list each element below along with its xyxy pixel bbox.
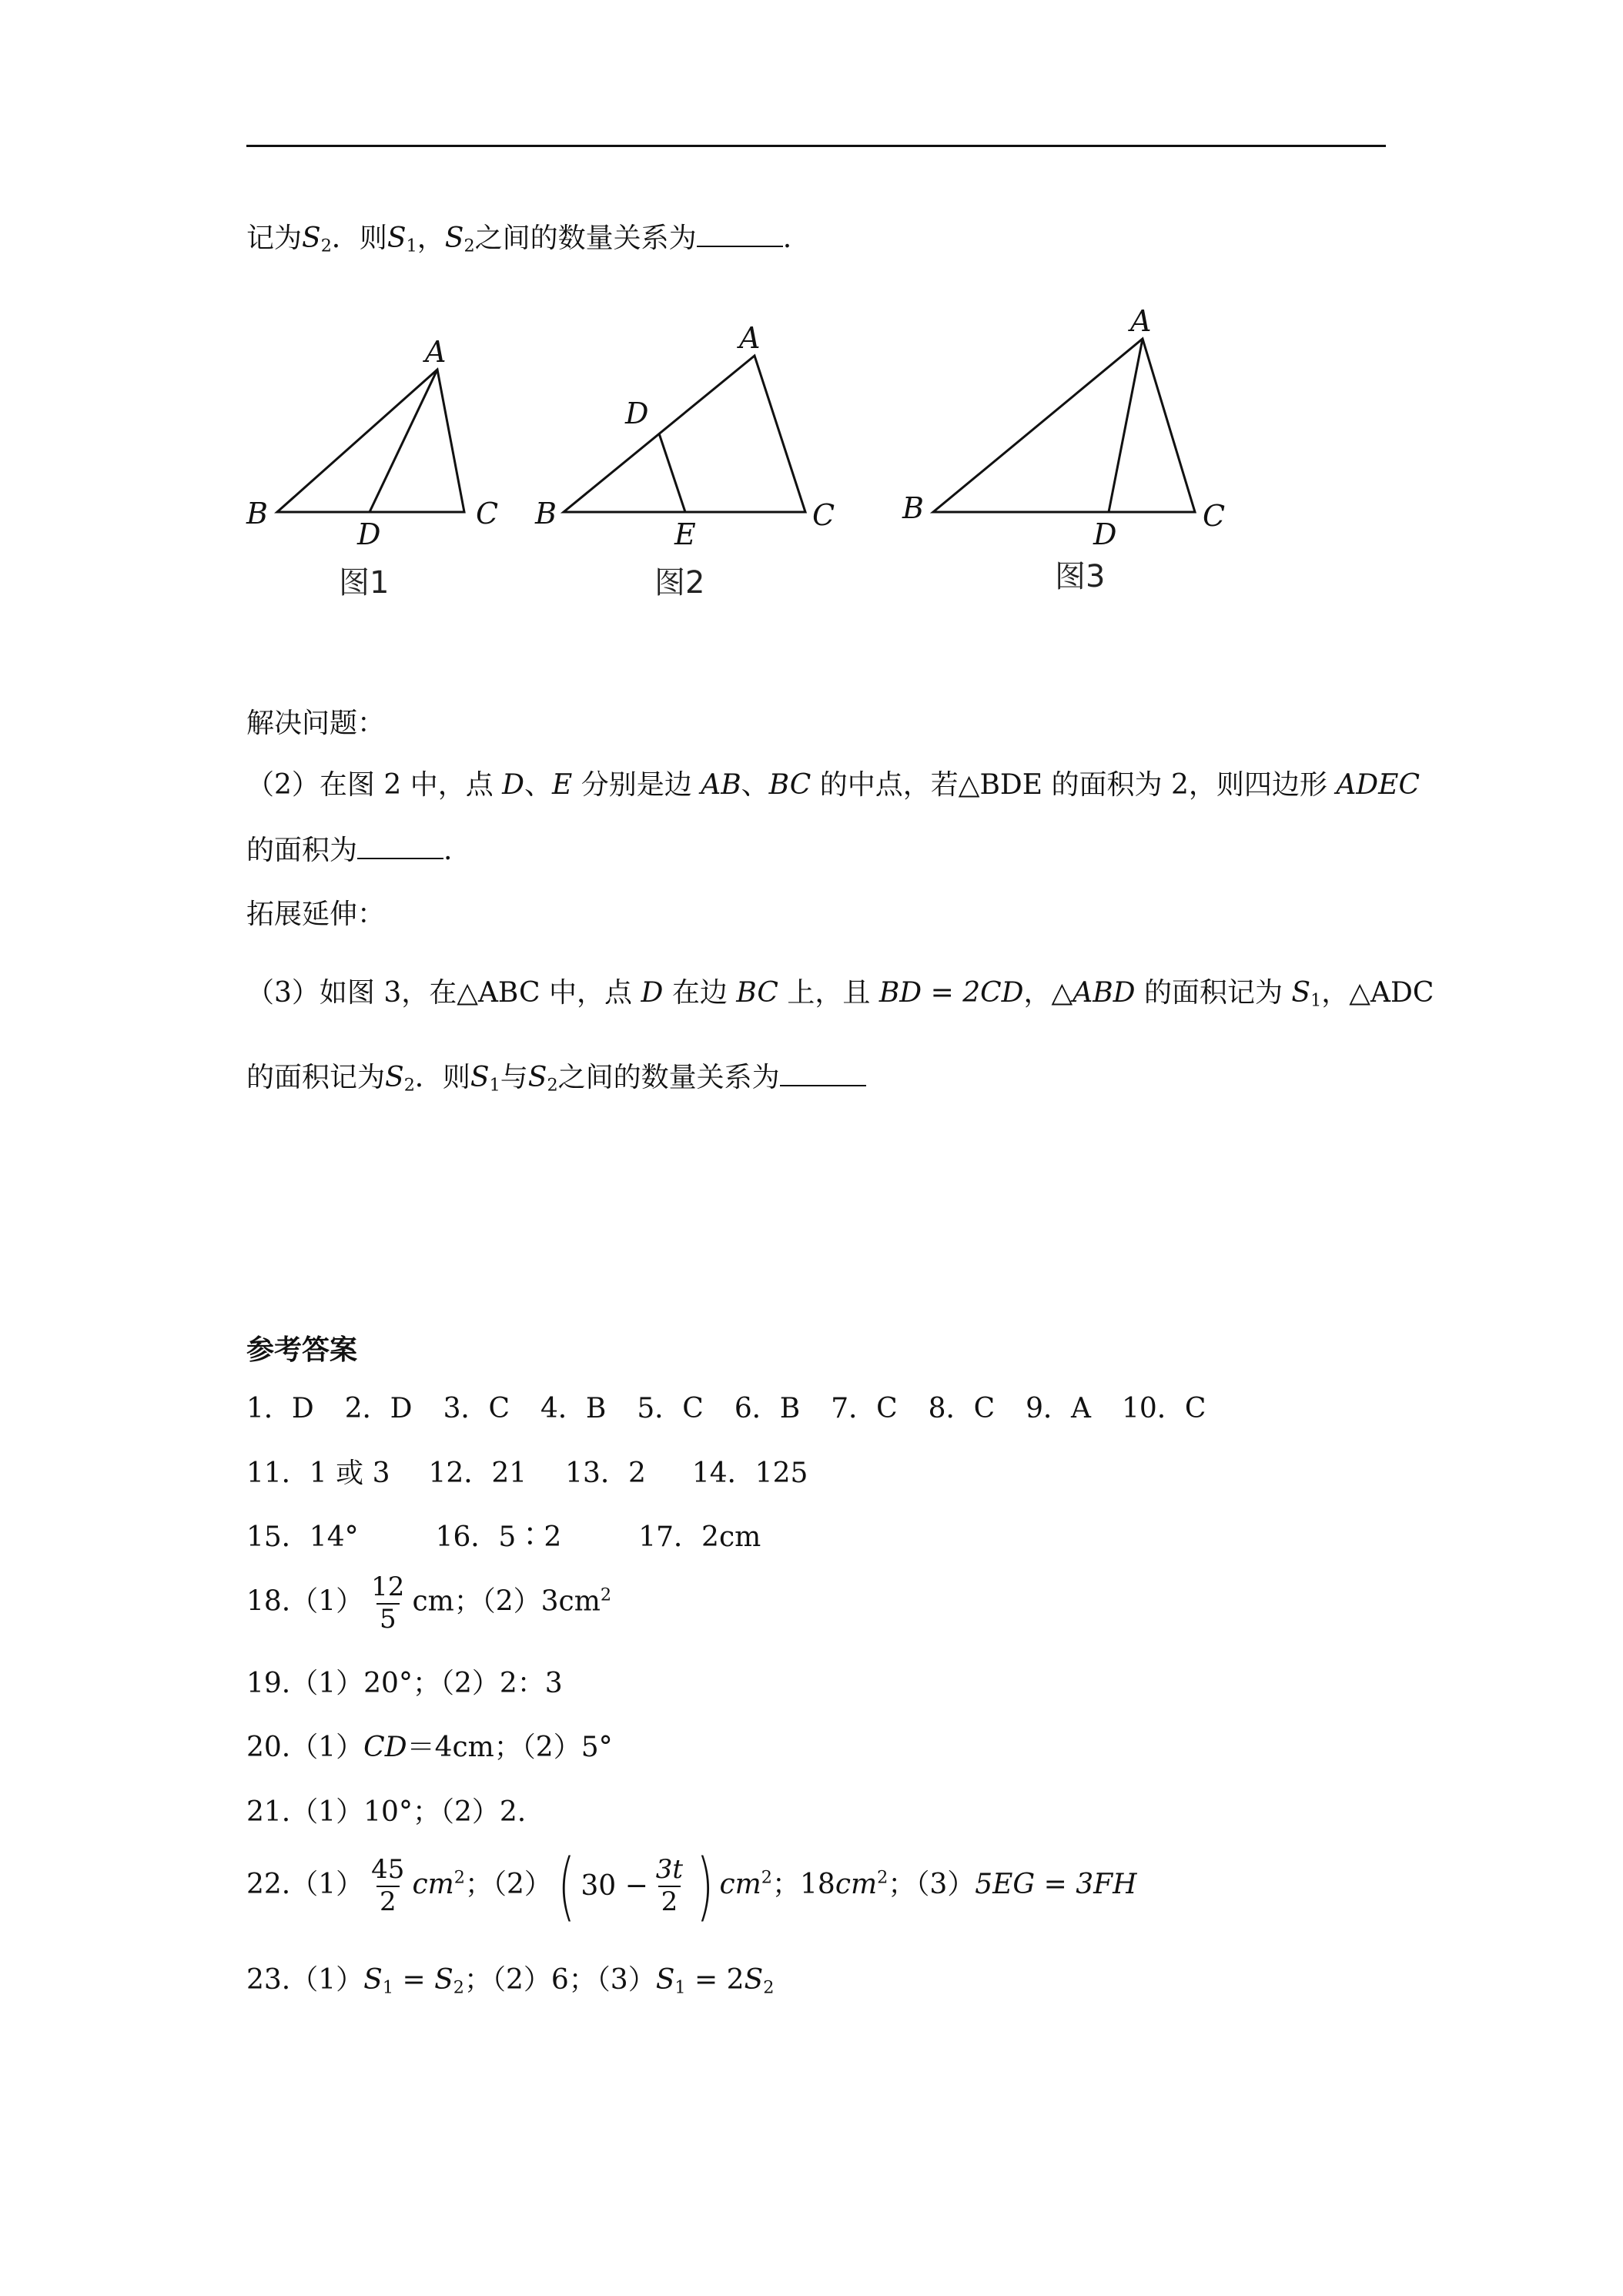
- answers-heading: 参考答案: [246, 1334, 358, 1366]
- var-cd: CD: [363, 1732, 407, 1763]
- left-paren: (: [557, 1843, 575, 1930]
- label-c: C: [476, 497, 499, 530]
- var-s1: S: [655, 1964, 675, 1996]
- unit-cm: cm: [835, 1869, 878, 1900]
- segment-ad: [370, 370, 437, 512]
- answer-item: 7．C: [831, 1393, 898, 1424]
- text: =: [393, 1964, 435, 1996]
- answer-item: 2．D: [344, 1393, 413, 1424]
- text: 20.（1）: [246, 1732, 364, 1763]
- text: 30 −: [581, 1870, 648, 1903]
- label-b: B: [535, 497, 557, 530]
- answer-blank: [357, 835, 443, 859]
- subscript: 1: [1310, 990, 1322, 1011]
- label-c: C: [1203, 499, 1226, 533]
- label-d: D: [625, 397, 649, 430]
- figure-2: [534, 321, 835, 601]
- answer-blank: [697, 223, 783, 247]
- answer-item: 14．125: [691, 1458, 808, 1489]
- unit-cm: cm: [719, 1869, 761, 1900]
- text: 分别是边: [572, 769, 701, 801]
- answer-item: 9．A: [1026, 1393, 1092, 1424]
- text: （3）如图 3，在△ABC 中，点: [246, 977, 641, 1009]
- text: ，: [417, 223, 445, 254]
- label-e: E: [674, 517, 696, 551]
- label-b: B: [902, 491, 924, 525]
- answer-item: 10．C: [1122, 1393, 1206, 1424]
- question-3-line-1: [246, 976, 1434, 1011]
- triangle-abc: [564, 356, 805, 512]
- answer-item: 12．21: [428, 1458, 527, 1489]
- question-2-line-2: [246, 834, 452, 867]
- superscript: 2: [453, 1867, 465, 1888]
- question-3-line-2: [246, 1061, 866, 1096]
- text: ，△: [1023, 977, 1073, 1009]
- answer-22: [246, 1843, 1137, 1930]
- text: ，△ADC: [1321, 977, 1434, 1009]
- label-d: D: [1093, 517, 1117, 551]
- var-adec: ADEC: [1336, 769, 1420, 801]
- superscript: 2: [600, 1585, 612, 1605]
- triangle-abc: [933, 339, 1195, 512]
- answer-item: 17．2cm: [638, 1521, 761, 1553]
- subscript: 1: [489, 1075, 500, 1096]
- paren-expression: [552, 1843, 720, 1930]
- var-s2: S: [527, 1062, 547, 1093]
- answer-item: 4．B: [540, 1393, 607, 1424]
- text: 的面积记为: [246, 1062, 386, 1093]
- text: 的面积为: [246, 835, 358, 866]
- answers-row-3: [246, 1521, 761, 1554]
- text: ．则: [331, 223, 387, 254]
- numerator: 12: [371, 1571, 405, 1602]
- var-s2: S: [302, 223, 321, 254]
- text: 上，且: [778, 977, 879, 1009]
- text: ；（2）: [464, 1869, 552, 1900]
- subscript: 2: [463, 236, 475, 256]
- answer-item: 5．C: [637, 1393, 704, 1424]
- label-b: B: [246, 497, 268, 530]
- text: 的中点，若△BDE 的面积为 2，则四边形: [811, 769, 1337, 801]
- var-ab: AB: [701, 769, 741, 801]
- text: ；: [772, 1869, 801, 1900]
- header-rule: [246, 145, 1386, 147]
- denominator: 5: [376, 1603, 400, 1634]
- label-a: A: [425, 335, 447, 369]
- answer-item: 13．2: [565, 1458, 646, 1489]
- numerator: 3t: [655, 1854, 684, 1886]
- answer-item: 8．C: [928, 1393, 996, 1424]
- text: 22.（1）: [246, 1869, 364, 1900]
- text: ＝4cm；（2）5°: [407, 1732, 613, 1763]
- label-a: A: [739, 321, 761, 355]
- var-bc: BC: [768, 769, 812, 801]
- question-2-line-1: [246, 768, 1420, 802]
- text: 在边: [663, 977, 737, 1009]
- text: （2）在图 2 中，点: [246, 769, 503, 801]
- var-s1: S: [363, 1964, 383, 1996]
- numerator: 45: [371, 1854, 405, 1886]
- subscript: 2: [403, 1075, 415, 1096]
- text: 、: [524, 769, 553, 801]
- answer-item: 15．14°: [246, 1521, 359, 1553]
- text: = 2: [685, 1964, 745, 1996]
- extend-heading: 拓展延伸：: [246, 899, 386, 930]
- label-a: A: [1130, 304, 1152, 338]
- fraction-45-2: [368, 1856, 407, 1916]
- var-s2: S: [434, 1964, 453, 1996]
- var-bc: BC: [736, 977, 778, 1009]
- text: ；（2）6；（3）: [463, 1964, 656, 1996]
- var-s1: S: [387, 223, 407, 254]
- text: 、: [741, 769, 769, 801]
- text: 18.（1）: [246, 1585, 364, 1618]
- var-e: E: [552, 769, 573, 801]
- text: 的面积记为: [1135, 977, 1292, 1009]
- answer-item: 6．B: [734, 1393, 801, 1424]
- fraction-12-5: [368, 1571, 407, 1635]
- segment-ad: [1109, 339, 1143, 512]
- var-s2: S: [444, 223, 464, 254]
- superscript: 2: [761, 1867, 772, 1888]
- subscript: 2: [763, 1977, 775, 1998]
- answer-item: 16．5∶2: [435, 1521, 562, 1553]
- subscript: 1: [406, 236, 417, 256]
- figure-caption: 图3: [1055, 559, 1106, 594]
- figure-1: [246, 335, 498, 601]
- answer-item: 1．D: [246, 1393, 314, 1424]
- var-s1: S: [470, 1062, 490, 1093]
- segment-de: [659, 433, 685, 512]
- answer-21: 21.（1）10°；（2）2.: [246, 1796, 527, 1828]
- figure-3: [902, 304, 1225, 594]
- var-s2: S: [744, 1964, 764, 1996]
- label-c: C: [812, 498, 835, 532]
- figures-panel: [231, 293, 1309, 616]
- text: 记为: [246, 223, 303, 254]
- subscript: 2: [547, 1075, 558, 1096]
- subscript: 1: [382, 1977, 394, 1998]
- text: ．则: [414, 1062, 470, 1093]
- equation-bd-2cd: BD = 2CD: [878, 977, 1024, 1009]
- figure-caption: 图1: [339, 565, 390, 601]
- text: .: [782, 223, 792, 254]
- text: 之间的数量关系为: [474, 223, 697, 254]
- fraction-3t-2: [653, 1856, 686, 1916]
- text: 与: [500, 1062, 528, 1093]
- var-s2: S: [385, 1062, 404, 1093]
- var-d: D: [502, 769, 525, 801]
- right-paren: ): [696, 1843, 714, 1930]
- text: .: [443, 835, 453, 866]
- equation-eg-fh: 5EG = 3FH: [975, 1869, 1137, 1900]
- var-abd: ABD: [1073, 977, 1136, 1009]
- answer-18: [246, 1571, 612, 1635]
- subscript: 2: [320, 236, 332, 256]
- superscript: 2: [877, 1867, 888, 1888]
- unit-cm: cm: [412, 1869, 454, 1900]
- answer-20: [246, 1731, 613, 1764]
- figure-caption: 图2: [654, 565, 705, 601]
- answer-item: 3．C: [443, 1393, 510, 1424]
- label-d: D: [357, 517, 381, 551]
- solve-heading: 解决问题：: [246, 708, 386, 739]
- text: ；（3）: [888, 1869, 975, 1900]
- answer-item: 11．1 或 3: [246, 1458, 390, 1489]
- subscript: 1: [674, 1977, 686, 1998]
- text: 23.（1）: [246, 1964, 364, 1996]
- var-s1: S: [1291, 977, 1311, 1009]
- answer-19: 19.（1）20°；（2）2：3: [246, 1668, 563, 1699]
- question-tail-line: [246, 222, 791, 256]
- text: 18: [800, 1869, 835, 1900]
- text: cm；（2）3cm: [412, 1585, 601, 1618]
- var-d: D: [641, 977, 664, 1009]
- triangle-abc: [277, 370, 464, 512]
- subscript: 2: [453, 1977, 464, 1998]
- answers-row-1: [246, 1392, 1206, 1425]
- answer-23: [246, 1963, 774, 1998]
- answers-row-2: [246, 1457, 808, 1490]
- denominator: 2: [376, 1886, 400, 1916]
- denominator: 2: [658, 1886, 681, 1916]
- text: 之间的数量关系为: [557, 1062, 780, 1093]
- answer-blank: [780, 1062, 866, 1086]
